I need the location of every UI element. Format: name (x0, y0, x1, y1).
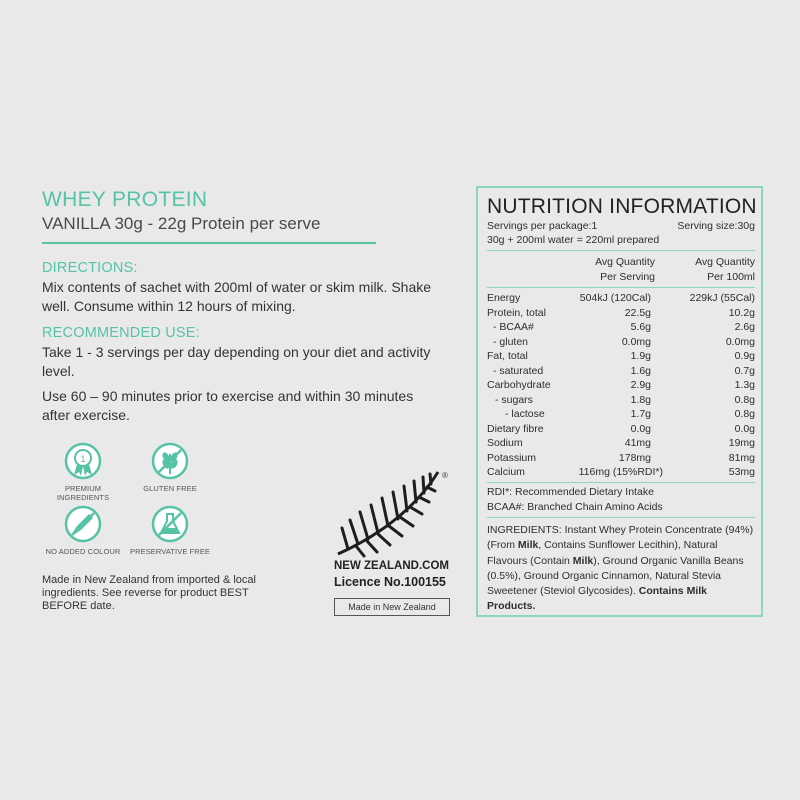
nutrient-name: Dietary fibre (487, 422, 544, 435)
nutrient-name: Potassium (487, 451, 537, 464)
per-serving-value: 1.8g (630, 393, 651, 406)
medal-icon (64, 442, 102, 480)
table-row (487, 465, 755, 479)
badge-preservative-free (125, 505, 215, 556)
column-header-line: Avg Quantity (695, 256, 755, 268)
prepared-text: 30g + 200ml water = 220ml prepared (487, 234, 660, 246)
per-100ml-value: 229kJ (55Cal) (689, 292, 755, 304)
per-100ml-value: 10.2g (728, 306, 755, 319)
licence-text: Licence No.100155 (334, 575, 446, 589)
allergen-milk: Milk (572, 554, 594, 567)
nutrient-name: Protein, total (487, 306, 546, 319)
per-100ml-value: 0.7g (734, 364, 755, 377)
allergen-statement: Contains Milk Products. (487, 585, 707, 613)
badge-premium-ingredients (38, 442, 128, 502)
servings-per-package: Servings per package:1 (487, 220, 598, 232)
registered-mark: ® (442, 471, 448, 480)
svg-text:1: 1 (80, 454, 86, 464)
per-100ml-value: 81mg (728, 451, 755, 464)
table-row (487, 393, 755, 407)
dropper-icon (64, 505, 102, 543)
rdi-note: RDI*: Recommended Dietary Intake (487, 486, 654, 498)
ingredients-part: ), Ground Organic Vanilla Beans (0.5%), Ground Organic Cinnamon, Natural Stevia Sweetener (Steviol Glycosides). (487, 554, 744, 598)
made-in-text: Made in New Zealand from imported & local ingredients. See reverse for product BEST BEFORE date. (42, 574, 256, 612)
nutrient-name: Fat, total (487, 350, 528, 362)
table-row (487, 291, 755, 305)
per-serving-value: 1.7g (630, 408, 651, 420)
per-100ml-value: 53mg (728, 466, 755, 478)
badge-label: PRESERVATIVE FREE (129, 547, 211, 556)
table-row (487, 320, 755, 334)
table-row (487, 436, 755, 450)
per-serving-value: 178mg (618, 451, 651, 464)
table-row (487, 407, 755, 421)
nutrient-name: - gluten (493, 335, 529, 348)
recommended-use-heading: RECOMMENDED USE: (42, 325, 200, 341)
table-row (487, 306, 755, 320)
column-header-line: Avg Quantity (595, 256, 655, 268)
nutrient-name: Carbohydrate (487, 379, 551, 391)
per-100ml-value: 19mg (728, 437, 755, 449)
per-serving-value: 5.6g (630, 321, 651, 333)
bcaa-note: BCAA#: Branched Chain Amino Acids (487, 501, 663, 513)
nutrition-title: NUTRITION INFORMATION (487, 195, 757, 218)
nutrient-name: - BCAA# (493, 321, 534, 333)
per-100ml-value: 0.9g (734, 350, 755, 362)
title-divider (42, 242, 376, 244)
nutrient-name: - sugars (495, 393, 533, 406)
fern-logo (334, 466, 459, 561)
per-100ml-value: 1.3g (734, 379, 755, 391)
column-header-line: Per 100ml (707, 271, 755, 283)
serving-size: Serving size:30g (677, 220, 755, 232)
per-100ml-value: 0.8g (734, 408, 755, 420)
per-serving-value: 41mg (624, 437, 651, 449)
allergen-milk: Milk (517, 539, 539, 552)
divider (487, 482, 755, 483)
recommended-use-text-1: Take 1 - 3 servings per day depending on your diet and activity level. (42, 344, 431, 379)
product-title: WHEY PROTEIN (42, 188, 208, 211)
ingredients-text (487, 523, 755, 615)
wheat-icon (151, 442, 189, 480)
per-100ml-value: 0.8g (734, 393, 755, 406)
nutrient-name: - saturated (493, 364, 544, 377)
column-header-line: Per Serving (600, 271, 655, 283)
table-row (487, 335, 755, 349)
per-serving-value: 0.0mg (621, 335, 651, 348)
per-serving-value: 0.0g (630, 422, 651, 435)
nz-site-text: NEW ZEALAND.COM (334, 560, 449, 572)
made-in-nz-badge: Made in New Zealand (334, 598, 450, 616)
ingredients-label: INGREDIENTS: (487, 524, 562, 536)
ingredients-part: , Contains Sunflower Lecithin), Natural Flavours (Contain (487, 539, 718, 567)
divider (487, 250, 755, 251)
divider (487, 287, 755, 288)
directions-heading: DIRECTIONS: (42, 260, 138, 276)
product-subtitle: VANILLA 30g - 22g Protein per serve (42, 214, 321, 233)
nutrient-name: Energy (487, 292, 521, 304)
flask-icon (151, 505, 189, 543)
per-serving-value: 2.9g (630, 379, 651, 391)
table-row (487, 422, 755, 436)
badge-no-added-colour (38, 505, 128, 556)
nutrient-name: Calcium (487, 466, 525, 478)
nutrient-name: - lactose (505, 408, 545, 420)
table-row (487, 349, 755, 363)
per-100ml-value: 0.0mg (725, 335, 755, 348)
per-serving-value: 504kJ (120Cal) (579, 292, 651, 304)
per-serving-value: 1.6g (630, 364, 651, 377)
table-row (487, 451, 755, 465)
per-serving-value: 1.9g (630, 350, 651, 362)
table-row (487, 378, 755, 392)
column-header-per-serving (560, 255, 655, 285)
per-serving-value: 116mg (15%RDI*) (578, 466, 663, 478)
ingredients-part: Instant Whey Protein Concentrate (94%) (From (487, 524, 754, 552)
badge-label: GLUTEN FREE (143, 484, 197, 493)
nutrient-name: Sodium (487, 437, 523, 449)
per-serving-value: 22.5g (624, 306, 651, 319)
column-header-per-100ml (660, 255, 755, 285)
directions-text: Mix contents of sachet with 200ml of water or skim milk. Shake well. Consume within 12 hours of mixing. (42, 279, 432, 314)
per-100ml-value: 2.6g (734, 321, 755, 333)
table-row (487, 364, 755, 378)
badge-gluten-free (125, 442, 215, 493)
badge-label: NO ADDED COLOUR (45, 547, 121, 556)
divider (487, 517, 755, 518)
per-100ml-value: 0.0g (734, 422, 755, 435)
recommended-use-text-2: Use 60 – 90 minutes prior to exercise and within 30 minutes after exercise. (42, 388, 414, 423)
badge-label: PREMIUM INGREDIENTS (56, 484, 110, 502)
